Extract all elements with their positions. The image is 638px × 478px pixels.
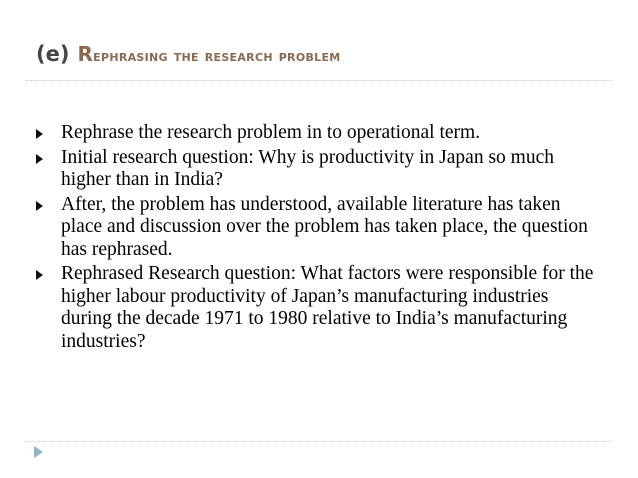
title-rest: the research problem [173,46,341,65]
bullet-item [36,122,596,145]
bullet-text: Rephrase the research problem in to operational term. [61,122,481,143]
title-text [77,42,340,66]
bullet-text: Rephrased Research question: What factors were responsible for the higher labour productivity of Japan’s manufacturing industries during the decade 1971 to 1980 relative to India’s manufacturing industries? [61,263,594,352]
slide-title [36,42,341,82]
title-divider [26,80,612,81]
bullet-item [36,147,596,192]
footer-divider [26,441,612,442]
bullet-arrow-icon [36,154,43,164]
bullet-item [36,263,596,353]
bullet-arrow-icon [36,129,43,139]
bullet-arrow-icon [36,201,43,211]
title-initial: R [77,42,94,66]
title-word-rest: ephrasing [93,46,168,65]
bullet-arrow-icon [36,270,43,280]
corner-arrow-icon [34,446,43,458]
bullet-item [36,194,596,262]
bullet-list [36,122,596,355]
bullet-text: After, the problem has understood, available literature has taken place and discussion over the problem has taken place, the question has rephrased. [61,193,588,260]
bullet-text: Initial research question: Why is productivity in Japan so much higher than in India? [61,146,554,190]
title-prefix: (e) [36,42,70,66]
